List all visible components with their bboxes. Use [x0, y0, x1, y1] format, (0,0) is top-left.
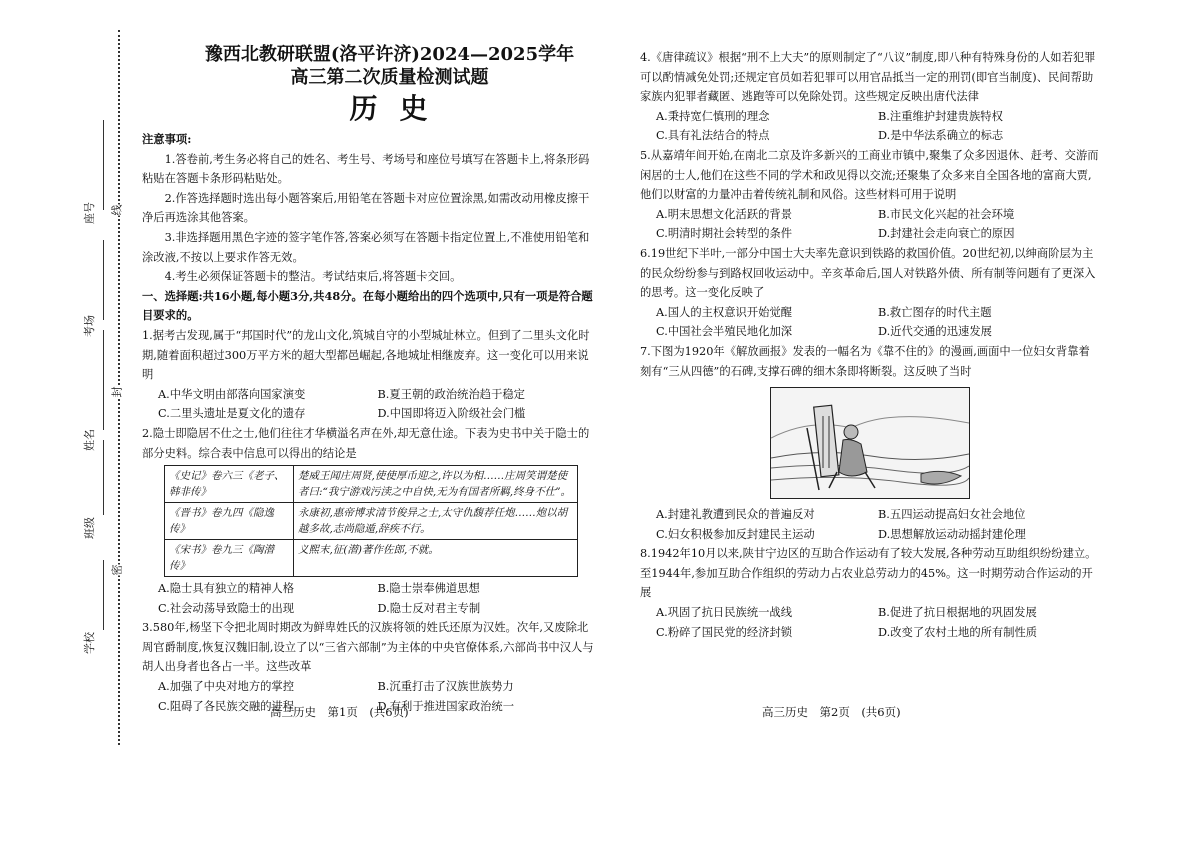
cut-mark-dense: 密: [107, 565, 127, 576]
question-5-stem: 5.从嘉靖年间开始,在南北二京及许多新兴的工商业市镇中,聚集了众多因退休、赶考、交游而闲居的士人,他们在这些不同的学术和政见得以交流;还聚集了众多来自全国各地的富商大贾,他们以财富的力量冲击着传统礼制和风俗。这些材料可用于说明: [640, 148, 1099, 202]
option: A.明末思想文化活跃的背景: [656, 207, 793, 221]
exam-title-line1: 豫西北教研联盟(洛平许济)2024—2025学年: [204, 44, 575, 65]
question-1-stem: 1.据考古发现,属于“邦国时代”的龙山文化,筑城自守的小型城址林立。但到了二里头文化时期,随着面积超过300万平方米的超大型都邑崛起,各地城址相继废弃。这一变化可以用来说明: [142, 328, 590, 382]
option: B.市民文化兴起的社会环境: [878, 207, 1015, 221]
section-heading: 一、选择题:共16小题,每小题3分,共48分。在每小题给出的四个选项中,只有一项是符合题目要求的。: [142, 288, 593, 323]
option: B.促进了抗日根据地的巩固发展: [878, 606, 1037, 620]
option: A.秉持宽仁慎刑的理念: [656, 109, 770, 123]
question-6-options: [640, 303, 1100, 342]
option: A.中华文明由部落向国家演变: [158, 387, 306, 401]
option: C.二里头遗址是夏文化的遗存: [158, 407, 306, 421]
page-2-footer: 高三历史 第2页 (共6页): [762, 705, 901, 719]
notice-heading: 注意事项:: [142, 132, 192, 146]
option: D.中国即将迈入阶级社会门槛: [377, 407, 526, 421]
table-cell-source: 《晋书》卷九四《隐逸传》: [165, 503, 294, 540]
option: B.五四运动提高妇女社会地位: [878, 508, 1026, 522]
notice-item: 1.答卷前,考生务必将自己的姓名、考生号、考场号和座位号填写在答题卡上,将条形码粘贴在答题卡条形码粘贴处。: [142, 152, 590, 186]
subject-title: 历史: [349, 92, 450, 125]
seat-blank-line: [103, 120, 104, 210]
notice-item: 2.作答选择题时选出每小题答案后,用铅笔在答题卡对应位置涂黑,如需改动用橡皮擦干净后再选涂其他答案。: [142, 191, 590, 225]
question-4-stem: 4.《唐律疏议》根据“刑不上大夫”的原则制定了“八议”制度,即八种有特殊身份的人如若犯罪可以酌情减免处罚;还规定官员如若犯罪可以用官品抵当一定的刑罚(即官当制度)、民间帮助家族内犯罪者藏匿、逃跑等可以免除处罚。这些规定反映出唐代法律: [640, 51, 1096, 104]
option: C.明清时期社会转型的条件: [656, 227, 793, 241]
table-row: [165, 503, 578, 540]
option: D.近代交通的迅速发展: [878, 325, 992, 339]
option: D.有利于推进国家政治统一: [377, 699, 515, 713]
exam-room-blank-line: [103, 240, 104, 320]
notice-item: 4.考生必须保证答题卡的整洁。考试结束后,将答题卡交回。: [164, 270, 462, 284]
notice-item: 3.非选择题用黑色字迹的签字笔作答,答案必须写在答题卡指定位置上,不准使用铅笔和涂改液,不按以上要求作答无效。: [142, 230, 590, 264]
question-8-stem: 8.1942年10月以来,陕甘宁边区的互助合作运动有了较大发展,各种劳动互助组织纷纷建立。至1944年,参加互助合作组织的劳动力占农业总劳动力的45%。这一时期劳动合作运动的开展: [640, 547, 1097, 600]
question-2-options: [142, 579, 597, 618]
cartoon-drawing: [771, 388, 969, 498]
binding-gutter: [0, 0, 130, 847]
hermit-source-table: [164, 465, 578, 577]
exam-room-label: 考场: [83, 315, 96, 337]
question-3-stem: 3.580年,杨坚下令把北周时期改为鲜卑姓氏的汉族将领的姓氏还原为汉姓。次年,又废除北周官爵制度,恢复汉魏旧制,设立了以“三省六部制”为主体的中央官僚体系,六部尚书中汉人与胡人出身者也各占一半。这些改革: [142, 621, 594, 674]
class-label: 班级: [83, 517, 96, 539]
option: A.隐士具有独立的精神人格: [158, 582, 295, 596]
table-cell-text: 永康初,惠帝博求清节俊异之士,太守仇馥荐任炮……炮以胡越多故,志尚隐遁,辞疾不行。: [294, 503, 578, 540]
question-2-stem: 2.隐士即隐居不仕之士,他们往往才华横溢名声在外,却无意仕途。下表为史书中关于隐士的部分史料。综合表中信息可以得出的结论是: [142, 426, 590, 460]
page-1-column: [142, 44, 597, 716]
school-label: 学校: [83, 632, 96, 654]
option: D.封建社会走向衰亡的原因: [878, 227, 1015, 241]
option: C.社会动荡导致隐士的出现: [158, 601, 295, 615]
cut-mark-seal: 封: [107, 387, 127, 398]
question-7-stem: 7.下图为1920年《解放画报》发表的一幅名为《靠不住的》的漫画,画面中一位妇女背靠着刻有“三从四德”的石碑,支撑石碑的细木条即将断裂。这反映了当时: [640, 344, 1090, 378]
question-8-options: [640, 603, 1100, 642]
name-label: 姓名: [83, 429, 96, 451]
table-cell-source: 《史记》卷六三《老子、韩非传》: [165, 466, 294, 503]
seat-label: 座号: [83, 202, 96, 224]
option: B.隐士崇奉佛道思想: [377, 582, 480, 596]
option: B.沉重打击了汉族世族势力: [377, 680, 514, 694]
question-6-stem: 6.19世纪下半叶,一部分中国士大夫率先意识到铁路的救国价值。20世纪初,以绅商阶层为主的民众纷纷参与到路权回收运动中。辛亥革命后,国人对铁路外债、所有制等问题有了更深入的思考。这一变化反映了: [640, 246, 1096, 300]
option: D.隐士反对君主专制: [377, 601, 481, 615]
table-row: [165, 540, 578, 577]
option: A.加强了中央对地方的掌控: [158, 680, 295, 694]
table-cell-source: 《宋书》卷九三《陶潜传》: [165, 540, 294, 577]
page-1-footer: 高三历史 第1页 (共6页): [270, 705, 409, 719]
option: B.救亡图存的时代主题: [878, 305, 992, 319]
name-blank-line: [103, 330, 104, 430]
option: D.是中华法系确立的标志: [878, 129, 1004, 143]
cut-mark-line: 线: [107, 205, 127, 216]
option: D.改变了农村土地的所有制性质: [878, 625, 1038, 639]
option: B.注重维护封建贵族特权: [878, 109, 1003, 123]
question-4-options: [640, 107, 1100, 146]
exam-title-line2: 高三第二次质量检测试题: [290, 67, 489, 88]
school-blank-line: [103, 560, 104, 630]
table-cell-text: 义熙末,征(潜)著作佐郎,不就。: [294, 540, 578, 577]
option: C.具有礼法结合的特点: [656, 129, 770, 143]
question-5-options: [640, 205, 1100, 244]
table-row: [165, 466, 578, 503]
option: C.妇女积极参加反封建民主运动: [656, 527, 815, 541]
option: B.夏王朝的政治统治趋于稳定: [377, 387, 525, 401]
cartoon-image: [770, 387, 970, 499]
option: C.阻碍了各民族交融的进程: [158, 699, 295, 713]
option: A.封建礼教遭到民众的普遍反对: [656, 508, 815, 522]
option: A.巩固了抗日民族统一战线: [656, 606, 793, 620]
option: C.中国社会半殖民地化加深: [656, 325, 793, 339]
table-cell-text: 楚威王闻庄周贤,使使厚币迎之,许以为相……庄周笑谓楚使者曰:“我宁游戏污渎之中自快,无为有国者所羁,终身不仕”。: [294, 466, 578, 503]
page-2-column: [640, 48, 1100, 642]
class-blank-line: [103, 440, 104, 515]
question-1-options: [142, 385, 597, 424]
option: D.思想解放运动动摇封建伦理: [878, 527, 1026, 541]
option: C.粉碎了国民党的经济封锁: [656, 625, 793, 639]
option: A.国人的主权意识开始觉醒: [656, 305, 793, 319]
question-7-options: [640, 505, 1100, 544]
